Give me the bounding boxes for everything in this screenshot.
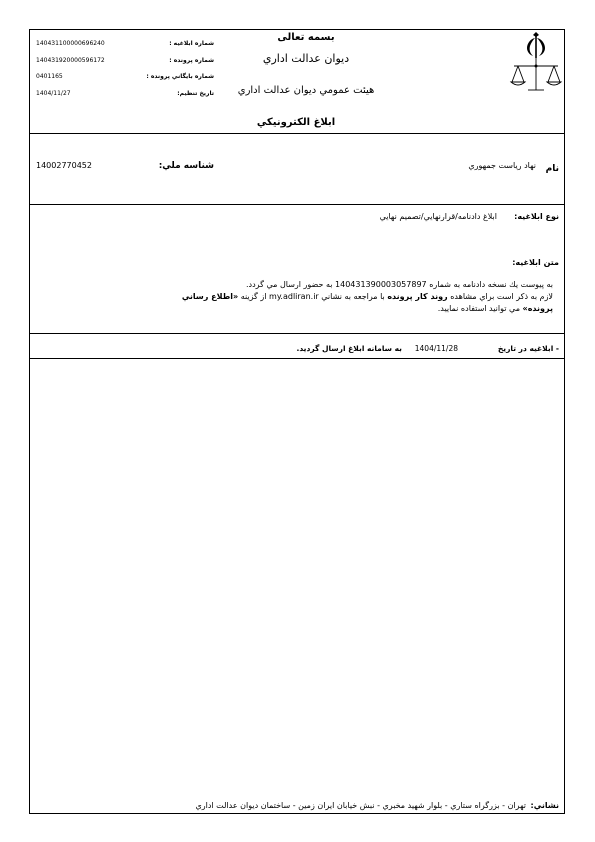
- notice-type-label: نوع ابلاغيه:: [514, 212, 559, 221]
- divider: [30, 133, 564, 134]
- delivery-tail: به سامانه ابلاغ ارسال گرديد.: [296, 344, 402, 353]
- divider: [30, 358, 564, 359]
- text-segment: مي توانيد استفاده نماييد.: [437, 304, 520, 313]
- name-label: نام: [545, 164, 559, 174]
- address-value: تهران - بزرگراه ستاري - بلوار شهيد مخبري - نبش خيابان ايران زمين - ساختمان ديوان عدالت اداري: [195, 801, 526, 810]
- text-segment: به حضور ارسال مي گردد.: [246, 280, 333, 289]
- notice-type-value: ابلاغ دادنامه/قرارنهايي/تصميم نهايي: [379, 212, 497, 221]
- national-id-label: شناسه ملي:: [158, 161, 214, 171]
- text-bold-segment: پرونده»: [522, 304, 553, 313]
- notice-page: [29, 29, 565, 814]
- text-segment: از گزينه: [240, 292, 267, 301]
- judgment-number: 140431390003057897: [335, 280, 427, 289]
- notice-number-label: شماره ابلاغيه :: [169, 40, 214, 47]
- text-segment: لازم به ذكر است براي مشاهده: [450, 292, 553, 301]
- delivery-lead: - ابلاغيه در تاريخ: [497, 344, 559, 353]
- website-address: my.adliran.ir: [269, 292, 319, 301]
- notice-text-line-3: [438, 304, 553, 313]
- board-name: هيئت عمومي ديوان عدالت اداري: [237, 85, 375, 96]
- national-id-value: 14002770452: [36, 161, 92, 170]
- divider: [30, 204, 564, 205]
- case-number-value: 140431920000596172: [36, 57, 105, 64]
- archive-number-label: شماره بايگاني پرونده :: [146, 73, 214, 80]
- text-segment: به پيوست يك نسخه دادنامه به شماره: [429, 280, 553, 289]
- notice-text-line-1: [246, 280, 553, 289]
- notice-number-value: 140431100000696240: [36, 40, 105, 47]
- text-bold-segment: «اطلاع رساني: [181, 292, 239, 301]
- iran-emblem-scales-icon: [508, 32, 564, 100]
- case-number-label: شماره پرونده :: [169, 57, 214, 64]
- address-label: نشاني:: [530, 801, 559, 810]
- delivery-date: 1404/11/28: [414, 344, 458, 353]
- notice-text-line-2: [182, 292, 553, 301]
- name-value: نهاد رياست جمهوري: [468, 161, 536, 170]
- text-bold-segment: روند كار پرونده: [387, 292, 448, 301]
- notice-text-label: متن ابلاغيه:: [512, 258, 559, 267]
- page-title: ابلاغ الكترونيكي: [256, 117, 336, 128]
- basmala: بسمه تعالی: [277, 32, 335, 43]
- divider: [30, 333, 564, 334]
- court-name: ديوان عدالت اداري: [262, 52, 350, 65]
- text-segment: با مراجعه به نشاني: [321, 292, 385, 301]
- issue-date-label: تاريخ تنظيم:: [177, 90, 214, 97]
- issue-date-value: 1404/11/27: [36, 90, 71, 97]
- archive-number-value: 0401165: [36, 73, 63, 80]
